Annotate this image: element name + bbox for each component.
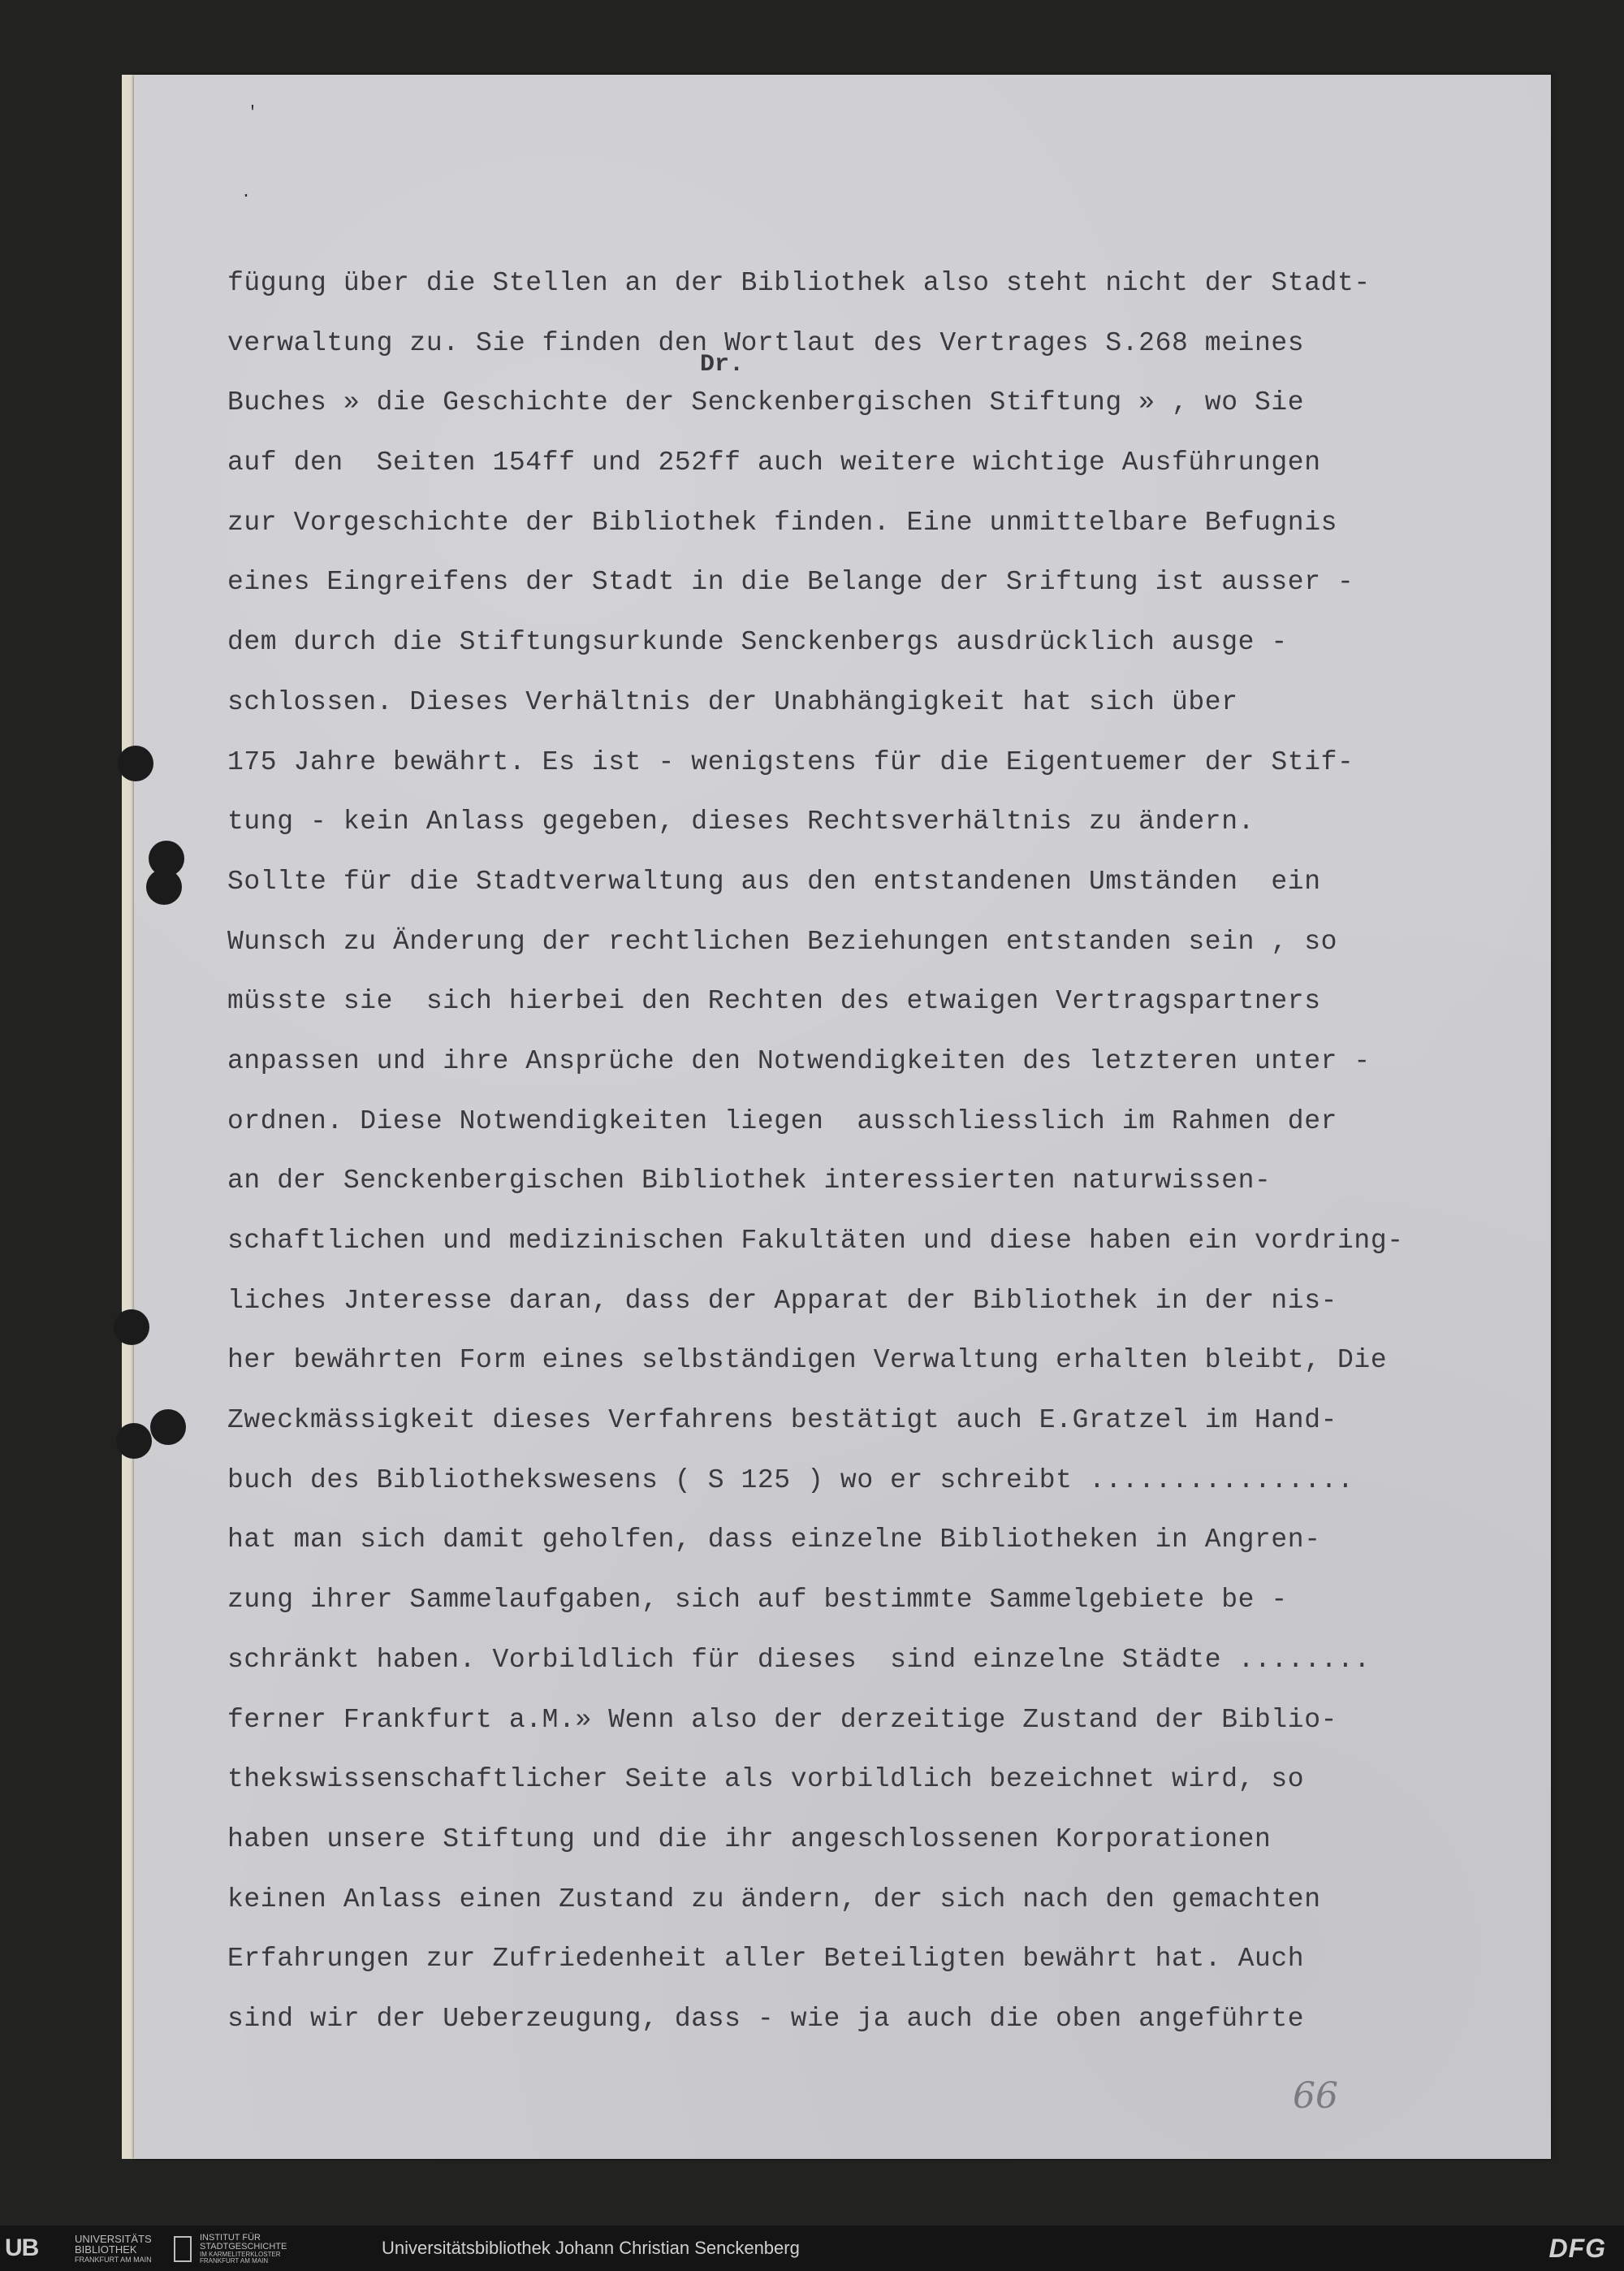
text-line: buch des Bibliothekswesens ( S 125 ) wo er schreibt ................: [227, 1464, 1354, 1495]
text-line: her bewährten Form eines selbständigen Verwaltung erhalten bleibt, Die: [227, 1345, 1388, 1376]
text-line: ordnen. Diese Notwendigkeiten liegen ausschliesslich im Rahmen der: [227, 1105, 1338, 1136]
text-line: verwaltung zu. Sie finden den Wortlaut des Vertrages S.268 meines: [227, 327, 1305, 358]
text-line: zur Vorgeschichte der Bibliothek finden. Eine unmittelbare Befugnis: [227, 507, 1338, 538]
text-line: Erfahrungen zur Zufriedenheit aller Beteiligten bewährt hat. Auch: [227, 1944, 1305, 1975]
text-line: 175 Jahre bewährt. Es ist - wenigstens für die Eigentuemer der Stif-: [227, 746, 1354, 777]
text-line: Sollte für die Stadtverwaltung aus den entstandenen Umständen ein: [227, 866, 1321, 897]
text-line: dem durch die Stiftungsurkunde Senckenbergs ausdrücklich ausge -: [227, 627, 1288, 658]
folio-number: 66: [1293, 2075, 1338, 2117]
isg-logo-text: [200, 2234, 287, 2263]
speck-mark: .: [241, 184, 252, 202]
punch-hole: [150, 1409, 186, 1445]
text-line: Zweckmässigkeit dieses Verfahrens bestätigt auch E.Gratzel im Hand-: [227, 1405, 1338, 1436]
text-line: zung ihrer Sammelaufgaben, sich auf bestimmte Sammelgebiete be -: [227, 1585, 1288, 1616]
text-line: Buches » die Geschichte der Senckenbergischen Stiftung » , wo Sie: [227, 387, 1305, 418]
handwritten-insertion: Dr.: [700, 351, 745, 378]
punch-hole: [114, 1309, 149, 1345]
text-line: schlossen. Dieses Verhältnis der Unabhängigkeit hat sich über: [227, 686, 1238, 717]
isg-logo-line: INSTITUT FÜR: [200, 2233, 261, 2243]
footer-bar: [0, 2226, 1624, 2271]
speck-mark: ': [248, 104, 258, 123]
text-line: fügung über die Stellen an der Bibliothek also steht nicht der Stadt-: [227, 268, 1371, 298]
ub-logo: UB: [5, 2234, 39, 2261]
isg-logo-line: STADTGESCHICHTE: [200, 2242, 287, 2252]
text-line: ferner Frankfurt a.M.» Wenn also der derzeitige Zustand der Biblio-: [227, 1704, 1338, 1735]
text-line: anpassen und ihre Ansprüche den Notwendigkeiten des letzteren unter -: [227, 1045, 1371, 1076]
ub-logo-text: [75, 2234, 152, 2263]
isg-logo-line: IM KARMELITERKLOSTER: [200, 2251, 281, 2258]
text-line: Wunsch zu Änderung der rechtlichen Beziehungen entstanden sein , so: [227, 926, 1338, 957]
isg-logo-icon: [174, 2236, 192, 2262]
text-line: schränkt haben. Vorbildlich für dieses sind einzelne Städte ........: [227, 1644, 1371, 1675]
ub-logo-line: FRANKFURT AM MAIN: [75, 2256, 152, 2264]
text-line: thekswissenschaftlicher Seite als vorbildlich bezeichnet wird, so: [227, 1764, 1305, 1795]
typed-text-block: [227, 253, 1543, 2049]
text-line: an der Senckenbergischen Bibliothek interessierten naturwissen-: [227, 1166, 1272, 1196]
dfg-logo: DFG: [1548, 2234, 1606, 2263]
punch-hole: [146, 869, 182, 905]
text-line: hat man sich damit geholfen, dass einzelne Bibliotheken in Angren-: [227, 1525, 1321, 1555]
isg-logo-line: FRANKFURT AM MAIN: [200, 2257, 269, 2265]
text-line: liches Jnteresse daran, dass der Apparat der Bibliothek in der nis-: [227, 1285, 1338, 1316]
text-line: schaftlichen und medizinischen Fakultäten und diese haben ein vordring-: [227, 1226, 1404, 1256]
text-line: sind wir der Ueberzeugung, dass - wie ja auch die oben angeführte: [227, 2003, 1305, 2034]
text-line: tung - kein Anlass gegeben, dieses Rechtsverhältnis zu ändern.: [227, 807, 1255, 837]
text-line: eines Eingreifens der Stadt in die Belange der Sriftung ist ausser -: [227, 567, 1354, 598]
punch-hole: [118, 746, 153, 781]
text-line: auf den Seiten 154ff und 252ff auch weitere wichtige Ausführungen: [227, 448, 1321, 478]
text-line: keinen Anlass einen Zustand zu ändern, der sich nach den gemachten: [227, 1884, 1321, 1914]
ub-logo-line: UNIVERSITÄTS: [75, 2233, 152, 2245]
text-line: müsste sie sich hierbei den Rechten des etwaigen Vertragspartners: [227, 986, 1321, 1017]
footer-title: Universitätsbibliothek Johann Christian Senckenberg: [382, 2238, 800, 2258]
punch-hole: [116, 1423, 152, 1459]
text-line: haben unsere Stiftung und die ihr angeschlossenen Korporationen: [227, 1823, 1272, 1854]
ub-logo-line: BIBLIOTHEK: [75, 2243, 137, 2256]
